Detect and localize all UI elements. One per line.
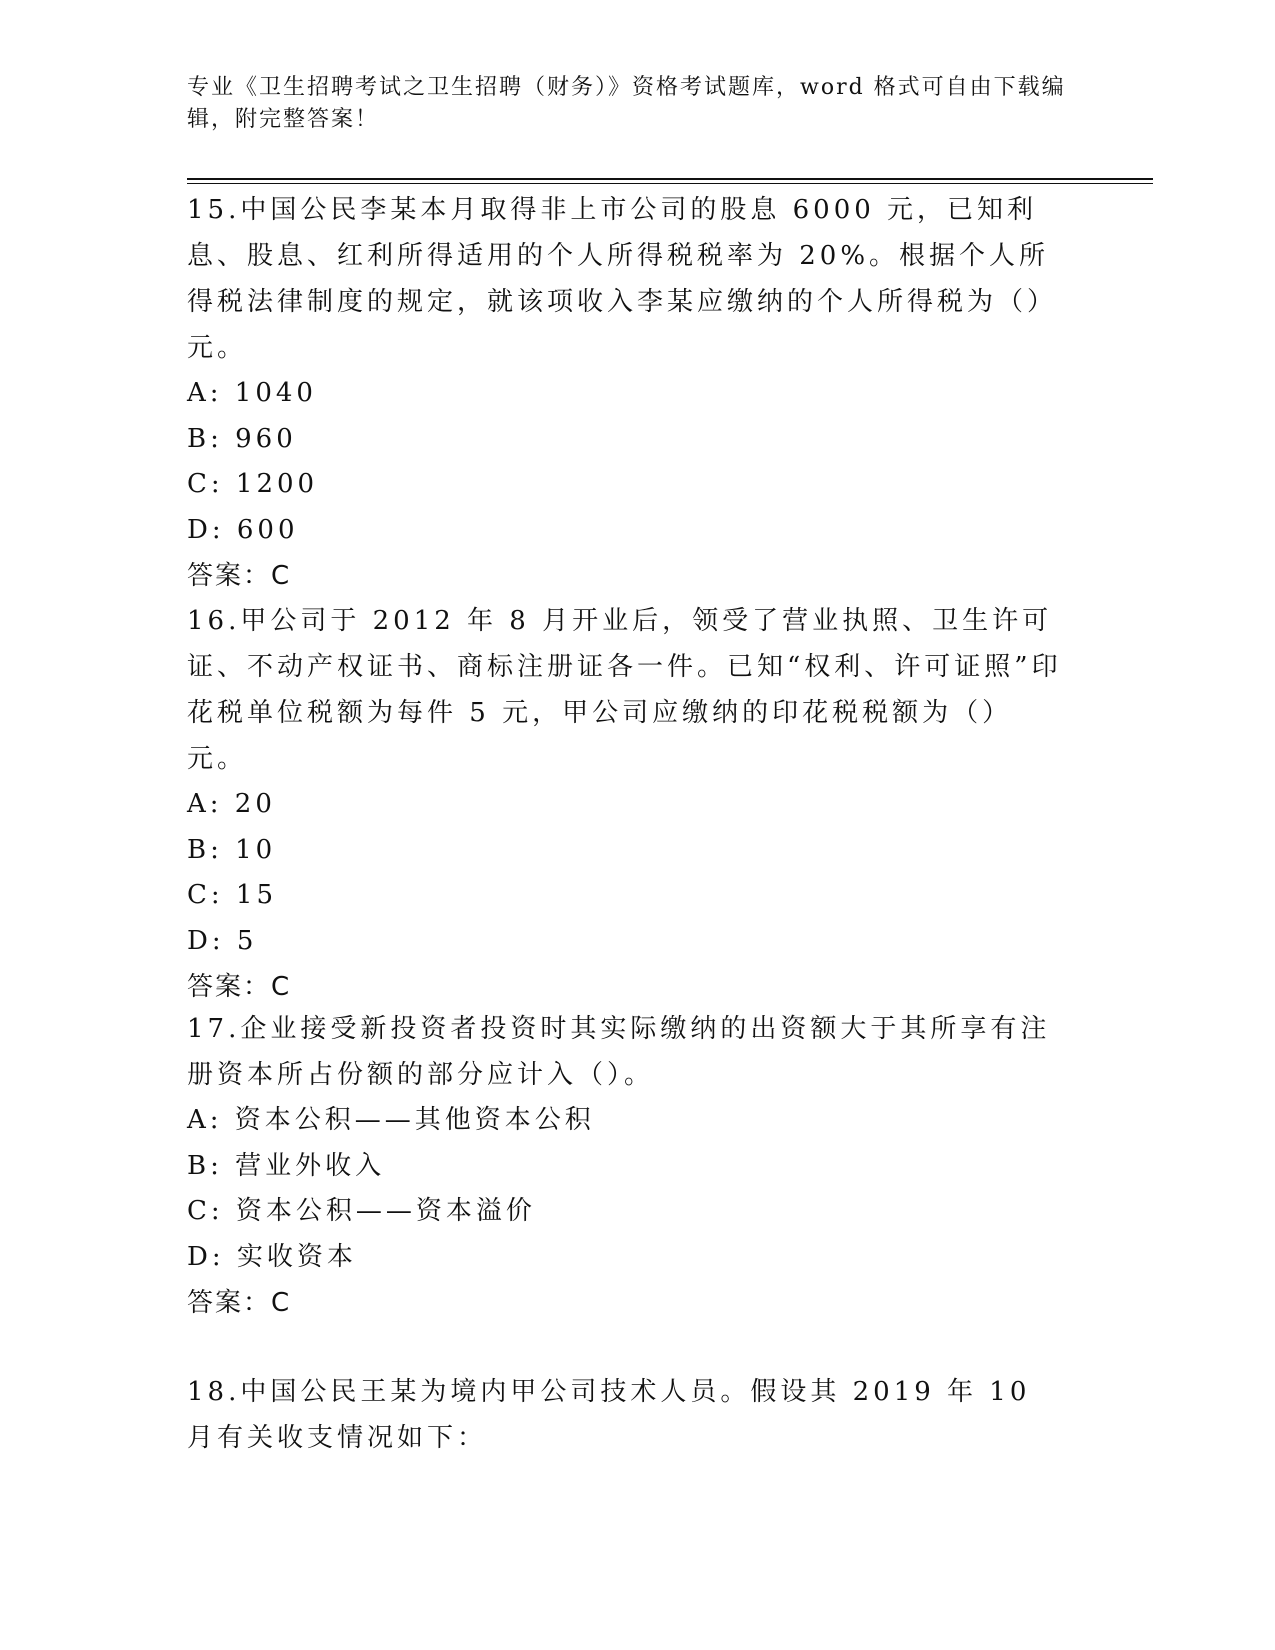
question-15	[187, 187, 1067, 599]
answer-line: 答案：C	[187, 1288, 292, 1318]
option-b: B: 10	[187, 834, 277, 865]
header-rule-thin	[187, 183, 1153, 184]
option-d: D: 600	[187, 514, 299, 545]
option-c: C: 资本公积——资本溢价	[187, 1196, 536, 1226]
question-17	[187, 1006, 1067, 1326]
option-d: D: 5	[187, 925, 258, 956]
option-a: A: 20	[187, 789, 276, 819]
document-header: 专业《卫生招聘考试之卫生招聘（财务）》资格考试题库，word 格式可自由下载编辑，附完整答案！	[187, 75, 1066, 132]
answer-line: 答案：C	[187, 561, 292, 591]
header-rule-thick	[187, 178, 1153, 180]
option-a: A: 1040	[187, 378, 317, 408]
option-a: A: 资本公积——其他资本公积	[187, 1105, 595, 1135]
question-18	[187, 1369, 1067, 1461]
question-stem: 17.企业接受新投资者投资时其实际缴纳的出资额大于其所享有注册资本所占份额的部分应计入（）。	[187, 1014, 1051, 1090]
question-stem: 18.中国公民王某为境内甲公司技术人员。假设其 2019 年 10 月有关收支情况如下：	[187, 1377, 1031, 1453]
option-b: B: 960	[187, 423, 297, 454]
question-stem: 16.甲公司于 2012 年 8 月开业后，领受了营业执照、卫生许可证、不动产权证书、商标注册证各一件。已知“权利、许可证照”印花税单位税额为每件 5 元，甲公司应缴纳的印花税税额为（）元。	[187, 606, 1062, 774]
question-16	[187, 598, 1067, 1010]
option-d: D: 实收资本	[187, 1241, 357, 1272]
option-c: C: 1200	[187, 469, 319, 499]
option-b: B: 营业外收入	[187, 1150, 386, 1181]
answer-line: 答案：C	[187, 972, 292, 1002]
option-c: C: 15	[187, 880, 278, 910]
question-stem: 15.中国公民李某本月取得非上市公司的股息 6000 元，已知利息、股息、红利所得适用的个人所得税税率为 20%。根据个人所得税法律制度的规定，就该项收入李某应缴纳的个人所得税为（）元。	[187, 195, 1058, 363]
